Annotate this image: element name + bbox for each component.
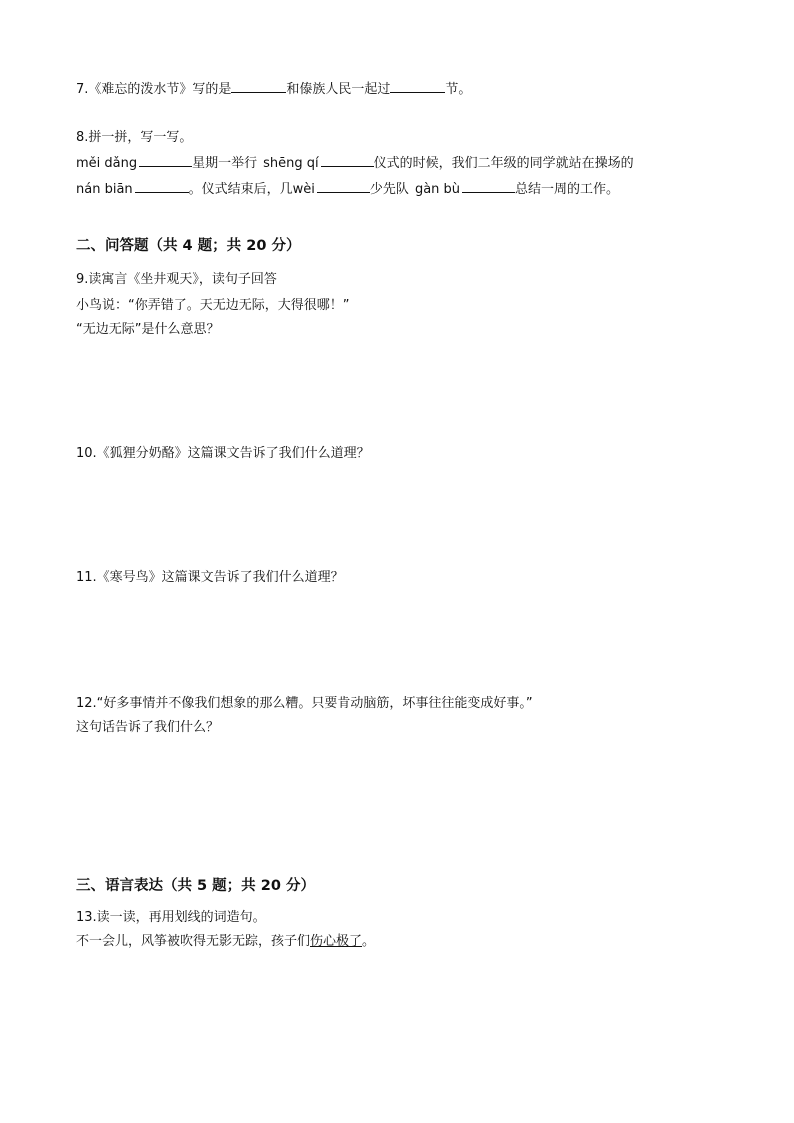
section-heading-2: 二、问答题（共 4 题；共 20 分）: [76, 238, 301, 254]
pinyin-mei-dang: měi dǎng: [76, 156, 138, 171]
question-8-line-2: [76, 178, 619, 200]
q8-line2-text3: 总结一周的工作。: [515, 182, 620, 197]
answer-blank-7a[interactable]: [231, 78, 286, 93]
question-11: 11.《寒号鸟》这篇课文告诉了我们什么道理？: [76, 570, 344, 585]
question-9-quote: 小鸟说：“你弄错了。天无边无际，大得很哪！”: [76, 298, 350, 313]
question-8-line-1: [76, 152, 634, 174]
pinyin-nan-bian: nán biān: [76, 182, 133, 197]
pinyin-wei: wèi: [292, 182, 315, 197]
question-8-title: 8.拼一拼，写一写。: [76, 130, 193, 145]
q8-line1-text2: 仪式的时候，我们二年级的同学就站在操场的: [373, 156, 634, 171]
answer-blank-7b[interactable]: [390, 78, 445, 93]
q7-middle: 和傣族人民一起过: [286, 82, 391, 97]
q13-sentence-after: 。: [362, 934, 376, 949]
question-9-question: “无边无际”是什么意思？: [76, 322, 220, 337]
q8-line1-text1: 星期一举行: [192, 156, 258, 171]
answer-blank-8a[interactable]: [139, 152, 192, 167]
q8-line2-text2: 少先队: [369, 182, 409, 197]
question-12-quote: 12.“好多事情并不像我们想象的那么糟。只要肯动脑筋，坏事往往能变成好事。”: [76, 696, 533, 711]
question-13-title: 13.读一读，再用划线的词造句。: [76, 910, 266, 925]
answer-blank-8d[interactable]: [317, 178, 370, 193]
q8-line2-text1: 。仪式结束后，几: [188, 182, 293, 197]
q13-underlined-phrase: 伤心极了: [310, 934, 363, 949]
question-13-sentence: [76, 932, 375, 952]
answer-blank-8b[interactable]: [321, 152, 374, 167]
question-9-title: 9.读寓言《坐井观天》，读句子回答: [76, 272, 277, 287]
q7-prefix: 7.《难忘的泼水节》写的是: [76, 82, 232, 97]
pinyin-gan-bu: gàn bù: [414, 182, 461, 197]
question-12-question: 这句话告诉了我们什么？: [76, 720, 220, 735]
q7-suffix: 节。: [445, 82, 472, 97]
q13-sentence-before: 不一会儿，风筝被吹得无影无踪，孩子们: [76, 934, 311, 949]
question-10: 10.《狐狸分奶酪》这篇课文告诉了我们什么道理？: [76, 446, 370, 461]
pinyin-sheng-qi: shēng qí: [263, 156, 319, 171]
section-heading-3: 三、语言表达（共 5 题；共 20 分）: [76, 878, 315, 894]
question-7: [76, 78, 471, 100]
answer-blank-8e[interactable]: [462, 178, 515, 193]
answer-blank-8c[interactable]: [135, 178, 189, 193]
